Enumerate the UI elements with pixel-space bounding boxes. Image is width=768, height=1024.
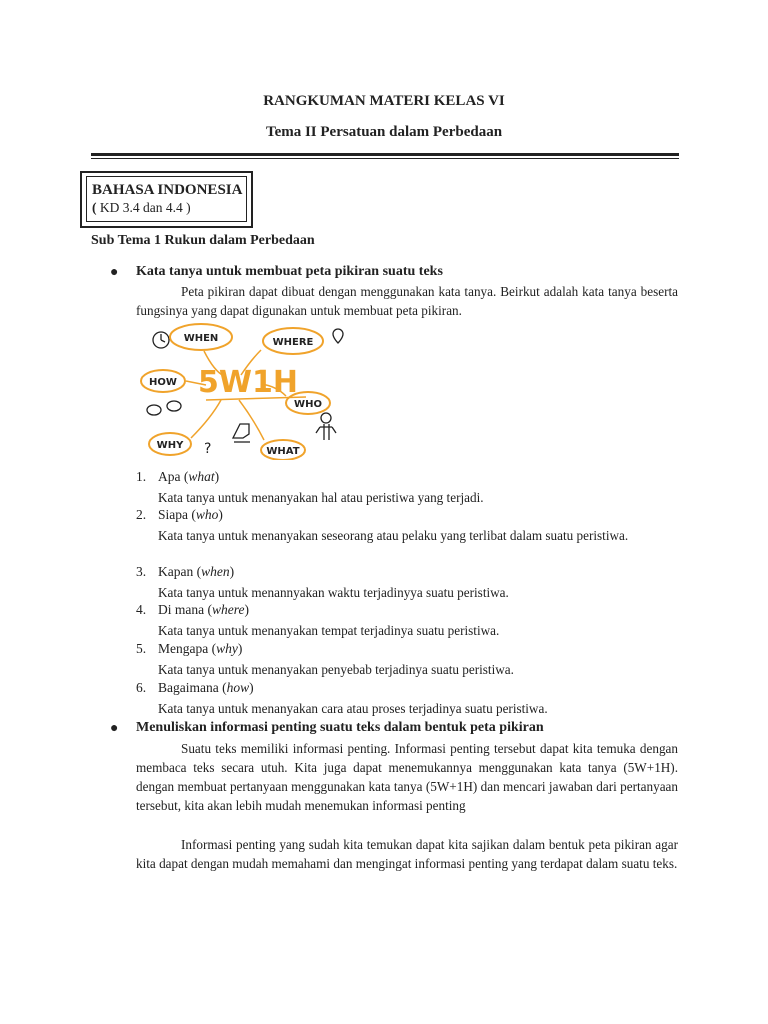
bullet-icon: ● <box>110 721 119 736</box>
who-label: WHO <box>294 399 322 410</box>
5w1h-center-label: 5W1H <box>198 365 298 400</box>
document-title: RANGKUMAN MATERI KELAS VI <box>263 93 505 109</box>
list-description: Kata tanya untuk menanyakan seseorang atau pelaku yang terlibat dalam suatu peristiwa. <box>158 528 629 543</box>
list-number: 5. <box>136 641 147 656</box>
what-label: WHAT <box>266 446 300 457</box>
hand-box-icon <box>233 424 249 438</box>
subject-name: BAHASA INDONESIA <box>92 182 243 198</box>
list-description: Kata tanya untuk menanyakan hal atau peristiwa yang terjadi. <box>158 490 484 505</box>
list-number: 2. <box>136 507 147 522</box>
list-term: Bagaimana (how) <box>158 680 254 695</box>
list-term: Mengapa (why) <box>158 641 243 656</box>
how-label: HOW <box>149 377 177 388</box>
document-theme: Tema II Persatuan dalam Perbedaan <box>265 124 503 140</box>
when-label: WHEN <box>183 333 219 344</box>
bullet-icon: ● <box>110 265 119 280</box>
where-label: WHERE <box>272 337 314 348</box>
list-number: 6. <box>136 680 147 695</box>
list-term: Apa (what) <box>158 469 220 484</box>
list-number: 3. <box>136 564 147 579</box>
question-mark: ? <box>204 441 212 457</box>
why-label: WHY <box>156 440 184 451</box>
list-term: Kapan (when) <box>158 564 235 579</box>
section1-intro: Peta pikiran dapat dibuat dengan menggunakan kata tanya. Beirkut adalah kata tanya beserta fungsinya yang dapat digunakan untuk membuat peta pikiran. <box>136 284 678 318</box>
list-description: Kata tanya untuk menanyakan penyebab terjadinya suatu peristiwa. <box>158 662 514 677</box>
list-description: Kata tanya untuk menanyakan cara atau proses terjadinya suatu peristiwa. <box>158 701 548 716</box>
speech-bubble-icon <box>147 405 161 415</box>
list-number: 1. <box>136 469 147 484</box>
kd-open-paren: ( <box>92 200 97 215</box>
section2-paragraph-2: Informasi penting yang sudah kita temukan dapat kita sajikan dalam bentuk peta pikiran agar kita dapat dengan mudah memahami dan mengingat informasi penting yang terdapat dalam suatu teks. <box>136 837 678 871</box>
list-number: 4. <box>136 602 147 617</box>
subject-box <box>86 176 247 222</box>
section1-heading: Kata tanya untuk membuat peta pikiran suatu teks <box>136 264 443 279</box>
header-divider-thick <box>91 153 679 156</box>
5w1h-mindmap <box>136 320 346 460</box>
subject-kd <box>92 199 246 217</box>
list-description: Kata tanya untuk menannyakan waktu terjadinyya suatu peristiwa. <box>158 585 509 600</box>
list-description: Kata tanya untuk menanyakan tempat terjadinya suatu peristiwa. <box>158 623 500 638</box>
section2-heading: Menuliskan informasi penting suatu teks dalam bentuk peta pikiran <box>136 720 544 735</box>
list-term: Di mana (where) <box>158 602 249 617</box>
section2-paragraph-1: Suatu teks memiliki informasi penting. Informasi penting tersebut dapat kita temuka dengan membaca teks secara utuh. Kita juga dapat menemukannya menggunakan kata tanya (5W+1H). dengan membuat pertanyaan menggunakan kata tanya (5W+1H) dan mencari jawaban dari pertanyaan tersebut, kita akan lebih mudah menemukan informasi penting <box>136 741 678 813</box>
person-icon <box>321 413 331 423</box>
list-term: Siapa (who) <box>158 507 223 522</box>
location-pin-icon <box>333 329 343 343</box>
kd-text: KD 3.4 dan 4.4 ) <box>96 200 191 215</box>
header-divider-thin <box>91 158 679 159</box>
subtheme-heading: Sub Tema 1 Rukun dalam Perbedaan <box>91 233 315 248</box>
